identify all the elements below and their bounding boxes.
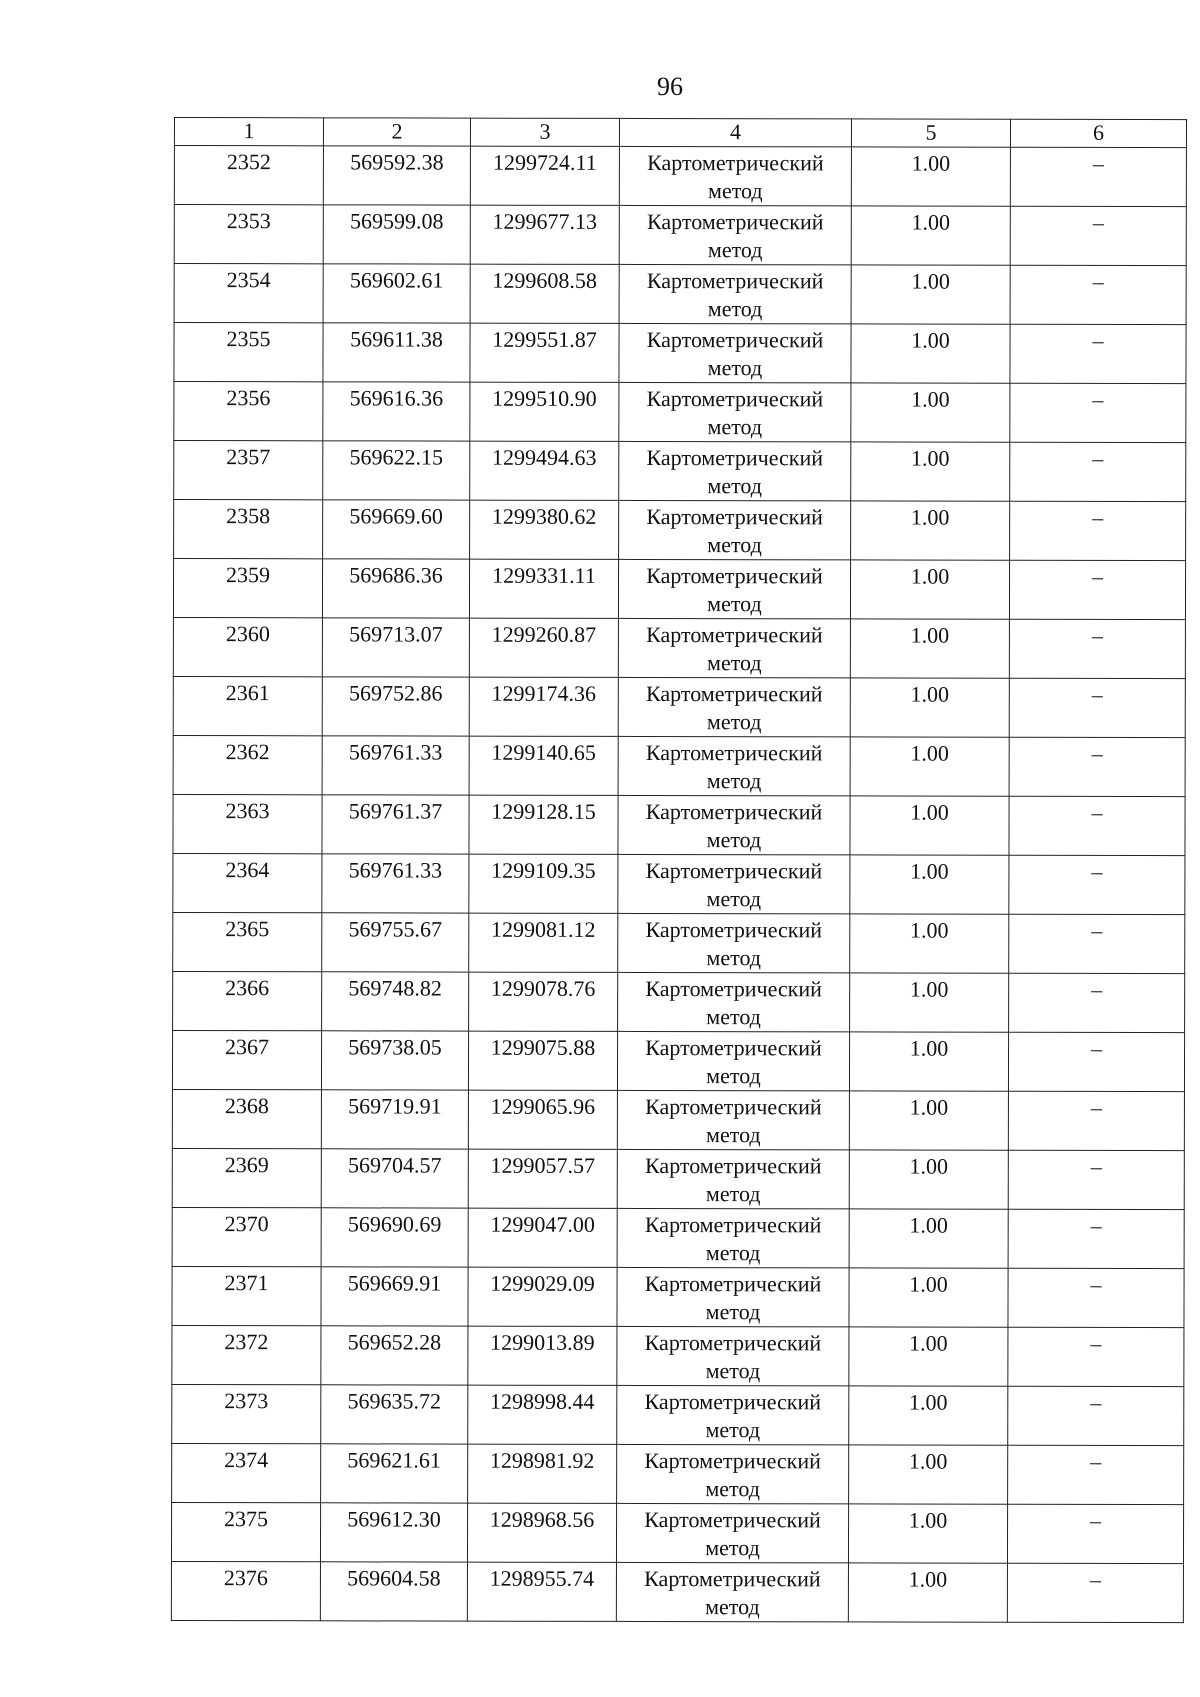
point-number-cell: 2357 [174, 441, 323, 500]
method-text: Картометрический метод [645, 1152, 822, 1207]
point-number-cell: 2371 [172, 1266, 321, 1325]
y-coordinate-cell: 1299128.15 [469, 795, 618, 854]
method-text: Картометрический метод [644, 1447, 821, 1502]
note-cell: – [1009, 796, 1185, 855]
note-cell: – [1010, 206, 1186, 265]
table-row [172, 1030, 1184, 1091]
y-coordinate-cell: 1299081.12 [469, 913, 618, 972]
table-row [173, 735, 1185, 796]
method-cell [617, 1031, 849, 1090]
x-coordinate-cell: 569616.36 [323, 382, 470, 441]
column-header-3: 3 [470, 118, 619, 146]
method-text: Картометрический метод [646, 621, 823, 676]
note-cell: – [1009, 737, 1185, 796]
method-cell [616, 1503, 848, 1562]
method-cell [618, 736, 850, 795]
point-number-cell: 2358 [174, 500, 323, 559]
method-text: Картометрический метод [644, 1211, 822, 1266]
point-number-cell: 2364 [173, 853, 322, 912]
column-header-4: 4 [619, 118, 851, 146]
method-text: Картометрический метод [646, 562, 823, 617]
header-row [174, 118, 1186, 148]
point-number-cell: 2367 [172, 1030, 321, 1089]
page-number: 96 [657, 72, 683, 101]
method-cell [617, 1385, 849, 1444]
note-cell: – [1009, 973, 1185, 1032]
y-coordinate-cell: 1299065.96 [468, 1090, 617, 1149]
point-number-cell: 2352 [174, 146, 323, 205]
method-text: Картометрический метод [646, 680, 823, 735]
table-row [171, 1502, 1183, 1563]
x-coordinate-cell: 569719.91 [321, 1090, 468, 1149]
point-number-cell: 2374 [172, 1443, 321, 1502]
method-text: Картометрический метод [644, 1329, 822, 1384]
method-cell [618, 677, 850, 736]
accuracy-cell: 1.00 [851, 383, 1010, 442]
point-number-cell: 2370 [172, 1207, 321, 1266]
note-cell: – [1008, 1091, 1184, 1150]
accuracy-cell: 1.00 [849, 1386, 1008, 1445]
y-coordinate-cell: 1298998.44 [468, 1385, 617, 1444]
point-number-cell: 2372 [172, 1325, 321, 1384]
y-coordinate-cell: 1299174.36 [469, 677, 618, 736]
y-coordinate-cell: 1299510.90 [470, 382, 619, 441]
coordinates-table [171, 117, 1187, 1623]
method-cell [618, 559, 850, 618]
note-cell: – [1010, 383, 1186, 442]
x-coordinate-cell: 569622.15 [323, 441, 470, 500]
table-row [174, 264, 1186, 325]
accuracy-cell: 1.00 [850, 560, 1009, 619]
table-row [172, 1207, 1184, 1268]
note-cell: – [1008, 1445, 1184, 1504]
method-cell [619, 146, 851, 205]
note-cell: – [1008, 1150, 1184, 1209]
method-text: Картометрический метод [645, 1093, 822, 1148]
method-cell [618, 854, 850, 913]
method-cell [619, 323, 851, 382]
x-coordinate-cell: 569652.28 [321, 1326, 468, 1385]
method-text: Картометрический метод [647, 208, 824, 263]
note-cell: – [1007, 1563, 1183, 1622]
note-cell: – [1009, 914, 1185, 973]
x-coordinate-cell: 569761.33 [322, 854, 469, 913]
accuracy-cell: 1.00 [851, 324, 1010, 383]
y-coordinate-cell: 1299140.65 [469, 736, 618, 795]
point-number-cell: 2353 [174, 205, 323, 264]
accuracy-cell: 1.00 [849, 1032, 1008, 1091]
accuracy-cell: 1.00 [850, 914, 1009, 973]
x-coordinate-cell: 569704.57 [321, 1149, 468, 1208]
method-cell [618, 913, 850, 972]
x-coordinate-cell: 569690.69 [321, 1208, 468, 1267]
note-cell: – [1009, 619, 1185, 678]
method-text: Картометрический метод [646, 385, 824, 440]
accuracy-cell: 1.00 [850, 796, 1009, 855]
table-row [173, 617, 1185, 678]
method-text: Картометрический метод [646, 503, 823, 558]
x-coordinate-cell: 569748.82 [322, 972, 469, 1031]
point-number-cell: 2359 [173, 559, 322, 618]
method-cell [617, 1208, 849, 1267]
method-text: Картометрический метод [644, 1388, 822, 1443]
accuracy-cell: 1.00 [849, 1445, 1008, 1504]
method-cell [617, 1326, 849, 1385]
note-cell: – [1009, 560, 1185, 619]
note-cell: – [1008, 1327, 1184, 1386]
point-number-cell: 2365 [173, 912, 322, 971]
accuracy-cell: 1.00 [850, 973, 1009, 1032]
note-cell: – [1010, 324, 1186, 383]
point-number-cell: 2355 [174, 323, 323, 382]
table-header [174, 118, 1186, 148]
table-row [172, 1148, 1184, 1209]
method-text: Картометрический метод [645, 857, 823, 912]
column-header-1: 1 [174, 118, 323, 146]
method-text: Картометрический метод [647, 149, 824, 204]
accuracy-cell: 1.00 [850, 737, 1009, 796]
accuracy-cell: 1.00 [849, 1091, 1008, 1150]
table-row [174, 382, 1186, 443]
accuracy-cell: 1.00 [851, 501, 1010, 560]
note-cell: – [1010, 442, 1186, 501]
column-header-2: 2 [323, 118, 470, 146]
note-cell: – [1007, 1504, 1183, 1563]
method-text: Картометрический метод [644, 1565, 821, 1620]
x-coordinate-cell: 569669.91 [321, 1267, 468, 1326]
x-coordinate-cell: 569738.05 [321, 1031, 468, 1090]
x-coordinate-cell: 569755.67 [322, 913, 469, 972]
table-row [173, 559, 1185, 620]
method-text: Картометрический метод [646, 326, 824, 381]
note-cell: – [1008, 1032, 1184, 1091]
x-coordinate-cell: 569592.38 [323, 146, 470, 205]
method-text: Картометрический метод [644, 1506, 821, 1561]
y-coordinate-cell: 1298981.92 [468, 1444, 617, 1503]
point-number-cell: 2375 [171, 1502, 320, 1561]
method-text: Картометрический метод [645, 798, 823, 853]
accuracy-cell: 1.00 [850, 678, 1009, 737]
y-coordinate-cell: 1299075.88 [468, 1031, 617, 1090]
table-row [171, 1561, 1183, 1622]
method-cell [617, 1149, 849, 1208]
table-row [172, 1089, 1184, 1150]
note-cell: – [1010, 265, 1186, 324]
method-cell [619, 382, 851, 441]
table-row [173, 794, 1185, 855]
point-number-cell: 2362 [173, 735, 322, 794]
point-number-cell: 2361 [173, 676, 322, 735]
y-coordinate-cell: 1299608.58 [470, 264, 619, 323]
point-number-cell: 2376 [171, 1561, 320, 1620]
method-text: Картометрический метод [646, 267, 824, 322]
y-coordinate-cell: 1299551.87 [470, 323, 619, 382]
method-cell [619, 264, 851, 323]
method-cell [619, 500, 851, 559]
method-text: Картометрический метод [645, 739, 823, 794]
y-coordinate-cell: 1299677.13 [470, 205, 619, 264]
point-number-cell: 2366 [173, 971, 322, 1030]
y-coordinate-cell: 1299724.11 [470, 146, 619, 205]
x-coordinate-cell: 569752.86 [322, 677, 469, 736]
table-row [172, 1266, 1184, 1327]
method-cell [617, 1090, 849, 1149]
x-coordinate-cell: 569612.30 [320, 1503, 467, 1562]
accuracy-cell: 1.00 [851, 206, 1010, 265]
x-coordinate-cell: 569669.60 [323, 500, 470, 559]
accuracy-cell: 1.00 [849, 1150, 1008, 1209]
x-coordinate-cell: 569621.61 [321, 1444, 468, 1503]
point-number-cell: 2354 [174, 264, 323, 323]
y-coordinate-cell: 1299013.89 [468, 1326, 617, 1385]
point-number-cell: 2369 [172, 1148, 321, 1207]
x-coordinate-cell: 569713.07 [322, 618, 469, 677]
y-coordinate-cell: 1299057.57 [468, 1149, 617, 1208]
note-cell: – [1010, 147, 1186, 206]
table-body [171, 146, 1186, 1623]
x-coordinate-cell: 569635.72 [321, 1385, 468, 1444]
point-number-cell: 2356 [174, 382, 323, 441]
note-cell: – [1010, 501, 1186, 560]
x-coordinate-cell: 569602.61 [323, 264, 470, 323]
method-cell [619, 441, 851, 500]
method-cell [617, 1444, 849, 1503]
y-coordinate-cell: 1299047.00 [468, 1208, 617, 1267]
note-cell: – [1008, 1268, 1184, 1327]
accuracy-cell: 1.00 [849, 1268, 1008, 1327]
table-row [173, 971, 1185, 1032]
accuracy-cell: 1.00 [851, 147, 1010, 206]
accuracy-cell: 1.00 [851, 442, 1010, 501]
table-row [172, 1325, 1184, 1386]
table-row [172, 1443, 1184, 1504]
column-header-6: 6 [1010, 119, 1186, 147]
method-cell [616, 1562, 848, 1621]
table-row [173, 676, 1185, 737]
y-coordinate-cell: 1299331.11 [469, 559, 618, 618]
table-row [173, 853, 1185, 914]
y-coordinate-cell: 1298955.74 [467, 1562, 616, 1621]
method-cell [618, 795, 850, 854]
method-cell [618, 618, 850, 677]
x-coordinate-cell: 569686.36 [322, 559, 469, 618]
accuracy-cell: 1.00 [850, 619, 1009, 678]
x-coordinate-cell: 569604.58 [320, 1562, 467, 1621]
table-row [174, 500, 1186, 561]
accuracy-cell: 1.00 [849, 1209, 1008, 1268]
note-cell: – [1008, 1209, 1184, 1268]
point-number-cell: 2368 [172, 1089, 321, 1148]
point-number-cell: 2360 [173, 617, 322, 676]
method-text: Картометрический метод [644, 1270, 822, 1325]
method-text: Картометрический метод [645, 1034, 822, 1089]
y-coordinate-cell: 1299494.63 [470, 441, 619, 500]
method-text: Картометрический метод [646, 444, 824, 499]
y-coordinate-cell: 1299380.62 [470, 500, 619, 559]
y-coordinate-cell: 1299029.09 [468, 1267, 617, 1326]
y-coordinate-cell: 1299260.87 [469, 618, 618, 677]
method-cell [617, 1267, 849, 1326]
table-row [174, 146, 1186, 207]
method-cell [618, 972, 850, 1031]
method-text: Картометрический метод [645, 975, 822, 1030]
note-cell: – [1008, 1386, 1184, 1445]
method-text: Картометрический метод [645, 916, 823, 971]
x-coordinate-cell: 569761.37 [322, 795, 469, 854]
x-coordinate-cell: 569761.33 [322, 736, 469, 795]
x-coordinate-cell: 569611.38 [323, 323, 470, 382]
accuracy-cell: 1.00 [848, 1504, 1007, 1563]
accuracy-cell: 1.00 [848, 1563, 1007, 1622]
table-row [174, 205, 1186, 266]
point-number-cell: 2363 [173, 794, 322, 853]
note-cell: – [1009, 678, 1185, 737]
accuracy-cell: 1.00 [849, 1327, 1008, 1386]
x-coordinate-cell: 569599.08 [323, 205, 470, 264]
y-coordinate-cell: 1298968.56 [467, 1503, 616, 1562]
method-cell [619, 205, 851, 264]
column-header-5: 5 [851, 119, 1010, 147]
table-row [172, 1384, 1184, 1445]
accuracy-cell: 1.00 [851, 265, 1010, 324]
y-coordinate-cell: 1299078.76 [469, 972, 618, 1031]
accuracy-cell: 1.00 [850, 855, 1009, 914]
table-row [174, 441, 1186, 502]
point-number-cell: 2373 [172, 1384, 321, 1443]
table-row [174, 323, 1186, 384]
table-row [173, 912, 1185, 973]
note-cell: – [1009, 855, 1185, 914]
y-coordinate-cell: 1299109.35 [469, 854, 618, 913]
